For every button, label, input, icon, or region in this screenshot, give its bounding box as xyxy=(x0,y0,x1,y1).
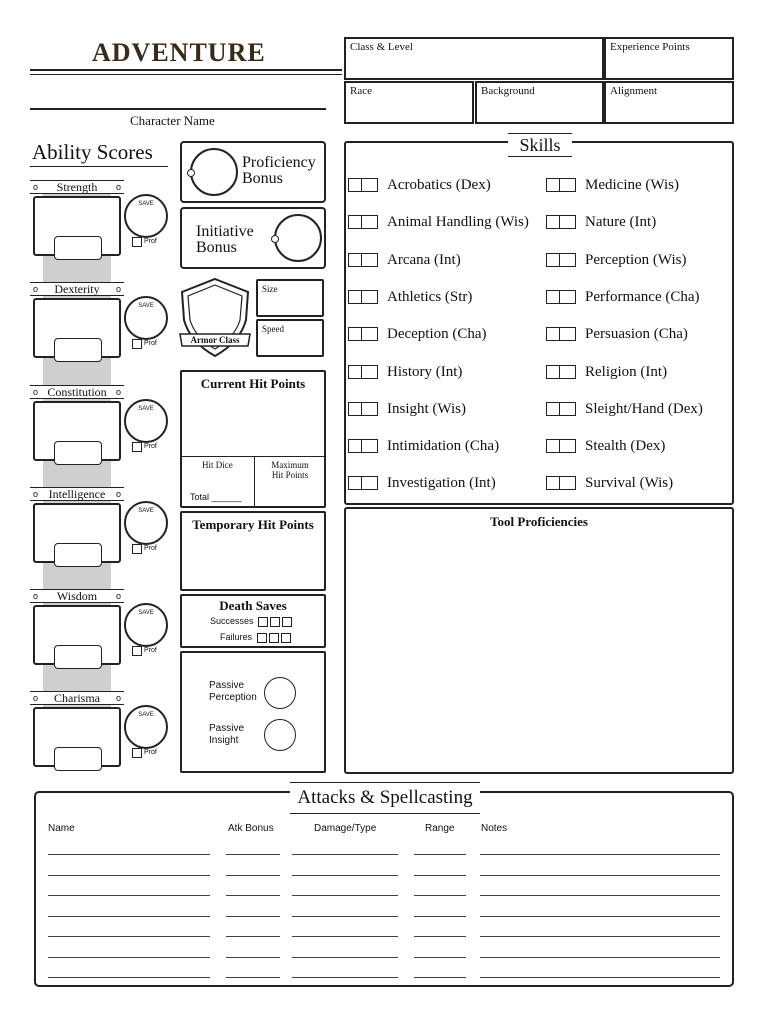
skill-checkbox[interactable] xyxy=(546,476,576,490)
skill-label: Athletics (Str) xyxy=(387,289,473,305)
skill-checkbox[interactable] xyxy=(546,215,576,229)
save-proficiency-checkbox[interactable] xyxy=(132,237,142,247)
attack-entry-line[interactable] xyxy=(414,936,466,937)
save-label: SAVE xyxy=(138,610,154,616)
skill-label: Persuasion (Cha) xyxy=(585,326,688,342)
save-label: SAVE xyxy=(138,712,154,718)
skill-checkbox[interactable] xyxy=(546,402,576,416)
save-proficiency-checkbox[interactable] xyxy=(132,748,142,758)
attacks-title: Attacks & Spellcasting xyxy=(290,782,480,814)
attack-col-atk-bonus: Atk Bonus xyxy=(228,823,274,834)
alignment-label: Alignment xyxy=(610,85,658,97)
attack-entry-line[interactable] xyxy=(226,916,280,917)
skill-label: Arcana (Int) xyxy=(387,252,461,268)
attack-entry-line[interactable] xyxy=(480,957,720,958)
attack-entry-line[interactable] xyxy=(48,854,210,855)
passive-insight-label-1: Passive xyxy=(209,723,245,734)
ability-label-intelligence: o Intelligence o xyxy=(30,487,124,501)
logo-rule-thin xyxy=(30,74,342,75)
attack-entry-line[interactable] xyxy=(48,977,210,978)
proficiency-bonus-box xyxy=(180,141,326,203)
tool-proficiencies-box[interactable] xyxy=(344,507,734,774)
proficiency-bonus-label-1: Proficiency xyxy=(242,154,316,171)
background-label: Background xyxy=(481,85,535,97)
failure-checkbox-3[interactable] xyxy=(281,633,291,643)
temporary-hit-points-label: Temporary Hit Points xyxy=(192,517,314,532)
skill-label: History (Int) xyxy=(387,364,463,380)
current-hit-points-box[interactable] xyxy=(180,370,326,508)
skills-title: Skills xyxy=(508,133,572,157)
skill-label: Sleight/Hand (Dex) xyxy=(585,401,703,417)
hp-divider xyxy=(182,456,324,457)
attack-entry-line[interactable] xyxy=(292,875,398,876)
death-saves-title: Death Saves xyxy=(219,598,287,613)
prof-label: Prof xyxy=(144,647,157,654)
prof-label: Prof xyxy=(144,545,157,552)
attack-entry-line[interactable] xyxy=(48,936,210,937)
ability-label-dexterity: o Dexterity o xyxy=(30,282,124,296)
attack-col-notes: Notes xyxy=(481,823,508,834)
size-label: Size xyxy=(262,284,278,294)
attack-entry-line[interactable] xyxy=(414,957,466,958)
attack-entry-line[interactable] xyxy=(48,957,210,958)
saving-throw-circle[interactable] xyxy=(124,399,168,443)
attack-entry-line[interactable] xyxy=(480,977,720,978)
saving-throw-circle[interactable] xyxy=(124,603,168,647)
success-checkbox-1[interactable] xyxy=(258,617,268,627)
skill-checkbox[interactable] xyxy=(348,327,378,341)
ability-modifier-box[interactable] xyxy=(54,441,102,465)
armor-class-label: Armor Class xyxy=(190,335,240,345)
ability-label-strength: o Strength o xyxy=(30,180,124,194)
max-hit-points-label-1: Maximum xyxy=(271,460,309,470)
attack-entry-line[interactable] xyxy=(292,854,398,855)
death-failures-row xyxy=(220,632,291,643)
failure-checkbox-1[interactable] xyxy=(257,633,267,643)
prof-label: Prof xyxy=(144,443,157,450)
ability-label-wisdom: o Wisdom o xyxy=(30,589,124,603)
prof-label: Prof xyxy=(144,238,157,245)
passive-perception-circle[interactable] xyxy=(264,677,296,709)
skill-checkbox[interactable] xyxy=(348,253,378,267)
attack-entry-line[interactable] xyxy=(480,916,720,917)
attack-entry-line[interactable] xyxy=(292,957,398,958)
prof-label: Prof xyxy=(144,749,157,756)
initiative-circle[interactable] xyxy=(274,214,322,262)
save-label: SAVE xyxy=(138,201,154,207)
prof-label: Prof xyxy=(144,340,157,347)
initiative-bonus-box xyxy=(180,207,326,269)
passive-box xyxy=(180,651,326,773)
passive-insight-label-2: Insight xyxy=(209,735,239,746)
hit-dice-label: Hit Dice xyxy=(202,460,233,470)
ability-title-rule xyxy=(30,166,168,167)
experience-points-label: Experience Points xyxy=(610,41,690,53)
skill-checkbox[interactable] xyxy=(348,476,378,490)
attack-entry-line[interactable] xyxy=(226,875,280,876)
max-hit-points-label-2: Hit Points xyxy=(271,470,309,480)
experience-points-field[interactable] xyxy=(604,37,734,80)
attack-entry-line[interactable] xyxy=(414,977,466,978)
ability-modifier-box[interactable] xyxy=(54,543,102,567)
skill-label: Performance (Cha) xyxy=(585,289,700,305)
ability-scores-title: Ability Scores xyxy=(32,140,153,164)
attack-entry-line[interactable] xyxy=(48,875,210,876)
character-name-line[interactable] xyxy=(30,108,326,110)
passive-insight-circle[interactable] xyxy=(264,719,296,751)
hit-dice-total-label: Total ______ xyxy=(190,492,242,502)
attack-col-damage-type: Damage/Type xyxy=(314,823,377,834)
attack-col-name: Name xyxy=(48,823,75,834)
save-label: SAVE xyxy=(138,406,154,412)
attack-entry-line[interactable] xyxy=(414,916,466,917)
failure-checkbox-2[interactable] xyxy=(269,633,279,643)
initiative-label-1: Initiative xyxy=(196,223,254,240)
skill-label: Deception (Cha) xyxy=(387,326,487,342)
attack-entry-line[interactable] xyxy=(226,854,280,855)
attack-entry-line[interactable] xyxy=(414,854,466,855)
ability-modifier-box[interactable] xyxy=(54,645,102,669)
attack-col-range: Range xyxy=(425,823,455,834)
ability-modifier-box[interactable] xyxy=(54,338,102,362)
background-field[interactable] xyxy=(475,81,604,124)
attack-entry-line[interactable] xyxy=(226,895,280,896)
death-successes-row xyxy=(210,616,292,627)
ability-label-constitution: o Constitution o xyxy=(30,385,124,399)
ability-label-charisma: o Charisma o xyxy=(30,691,124,705)
save-proficiency-checkbox[interactable] xyxy=(132,339,142,349)
ability-modifier-box[interactable] xyxy=(54,236,102,260)
attack-entry-line[interactable] xyxy=(226,957,280,958)
temporary-hit-points-box[interactable] xyxy=(180,511,326,591)
attack-entry-line[interactable] xyxy=(226,977,280,978)
skill-label: Medicine (Wis) xyxy=(585,177,679,193)
attack-entry-line[interactable] xyxy=(292,895,398,896)
attack-entry-line[interactable] xyxy=(292,916,398,917)
skill-label: Insight (Wis) xyxy=(387,401,466,417)
initiative-dot-icon xyxy=(271,235,279,243)
attack-entry-line[interactable] xyxy=(480,936,720,937)
skill-checkbox[interactable] xyxy=(348,365,378,379)
character-name-label: Character Name xyxy=(130,113,215,128)
skill-label: Stealth (Dex) xyxy=(585,438,666,454)
death-saves-box xyxy=(180,594,326,648)
skill-checkbox[interactable] xyxy=(546,253,576,267)
class-level-field[interactable] xyxy=(344,37,604,80)
attack-entry-line[interactable] xyxy=(226,936,280,937)
attack-entry-line[interactable] xyxy=(480,895,720,896)
proficiency-bonus-circle[interactable] xyxy=(190,148,238,196)
saving-throw-circle[interactable] xyxy=(124,705,168,749)
proficiency-bonus-label-2: Bonus xyxy=(242,170,283,187)
skill-label: Perception (Wis) xyxy=(585,252,687,268)
logo: ADVENTURE xyxy=(92,38,266,67)
armor-class-shield-icon[interactable] xyxy=(178,276,252,358)
current-hit-points-label: Current Hit Points xyxy=(200,376,306,391)
death-failures-label: Failures xyxy=(220,632,253,642)
skill-checkbox[interactable] xyxy=(348,215,378,229)
tool-proficiencies-label: Tool Proficiencies xyxy=(490,514,588,529)
skill-label: Religion (Int) xyxy=(585,364,668,380)
speed-field[interactable] xyxy=(256,319,324,357)
skill-checkbox[interactable] xyxy=(546,327,576,341)
skill-checkbox[interactable] xyxy=(546,439,576,453)
save-proficiency-checkbox[interactable] xyxy=(132,646,142,656)
attack-entry-line[interactable] xyxy=(414,875,466,876)
ability-modifier-box[interactable] xyxy=(54,747,102,771)
skill-checkbox[interactable] xyxy=(348,402,378,416)
passive-perception-label-1: Passive xyxy=(209,680,245,691)
attack-entry-line[interactable] xyxy=(292,977,398,978)
attack-entry-line[interactable] xyxy=(414,895,466,896)
size-field[interactable] xyxy=(256,279,324,317)
success-checkbox-3[interactable] xyxy=(282,617,292,627)
speed-label: Speed xyxy=(262,324,284,334)
skill-label: Acrobatics (Dex) xyxy=(387,177,491,193)
proficiency-dot-icon xyxy=(187,169,195,177)
passive-perception-label-2: Perception xyxy=(209,692,257,703)
attack-entry-line[interactable] xyxy=(480,875,720,876)
initiative-label-2: Bonus xyxy=(196,239,237,256)
skill-checkbox[interactable] xyxy=(546,365,576,379)
success-checkbox-2[interactable] xyxy=(270,617,280,627)
saving-throw-circle[interactable] xyxy=(124,194,168,238)
hp-vertical-divider xyxy=(254,456,255,506)
saving-throw-circle[interactable] xyxy=(124,296,168,340)
alignment-field[interactable] xyxy=(604,81,734,124)
attack-entry-line[interactable] xyxy=(292,936,398,937)
attack-entry-line[interactable] xyxy=(48,895,210,896)
attack-entry-line[interactable] xyxy=(48,916,210,917)
skill-checkbox[interactable] xyxy=(348,178,378,192)
saving-throw-circle[interactable] xyxy=(124,501,168,545)
skill-checkbox[interactable] xyxy=(348,290,378,304)
skill-label: Survival (Wis) xyxy=(585,475,674,491)
skill-checkbox[interactable] xyxy=(348,439,378,453)
save-label: SAVE xyxy=(138,508,154,514)
race-field[interactable] xyxy=(344,81,474,124)
race-label: Race xyxy=(350,85,372,97)
skill-label: Investigation (Int) xyxy=(387,475,496,491)
skill-label: Nature (Int) xyxy=(585,214,657,230)
save-proficiency-checkbox[interactable] xyxy=(132,544,142,554)
save-proficiency-checkbox[interactable] xyxy=(132,442,142,452)
skill-checkbox[interactable] xyxy=(546,290,576,304)
class-level-label: Class & Level xyxy=(350,41,413,53)
attack-entry-line[interactable] xyxy=(480,854,720,855)
skill-checkbox[interactable] xyxy=(546,178,576,192)
skill-label: Animal Handling (Wis) xyxy=(387,214,529,230)
save-label: SAVE xyxy=(138,303,154,309)
death-successes-label: Successes xyxy=(210,616,254,626)
skill-label: Intimidation (Cha) xyxy=(387,438,500,454)
logo-rule xyxy=(30,69,342,71)
